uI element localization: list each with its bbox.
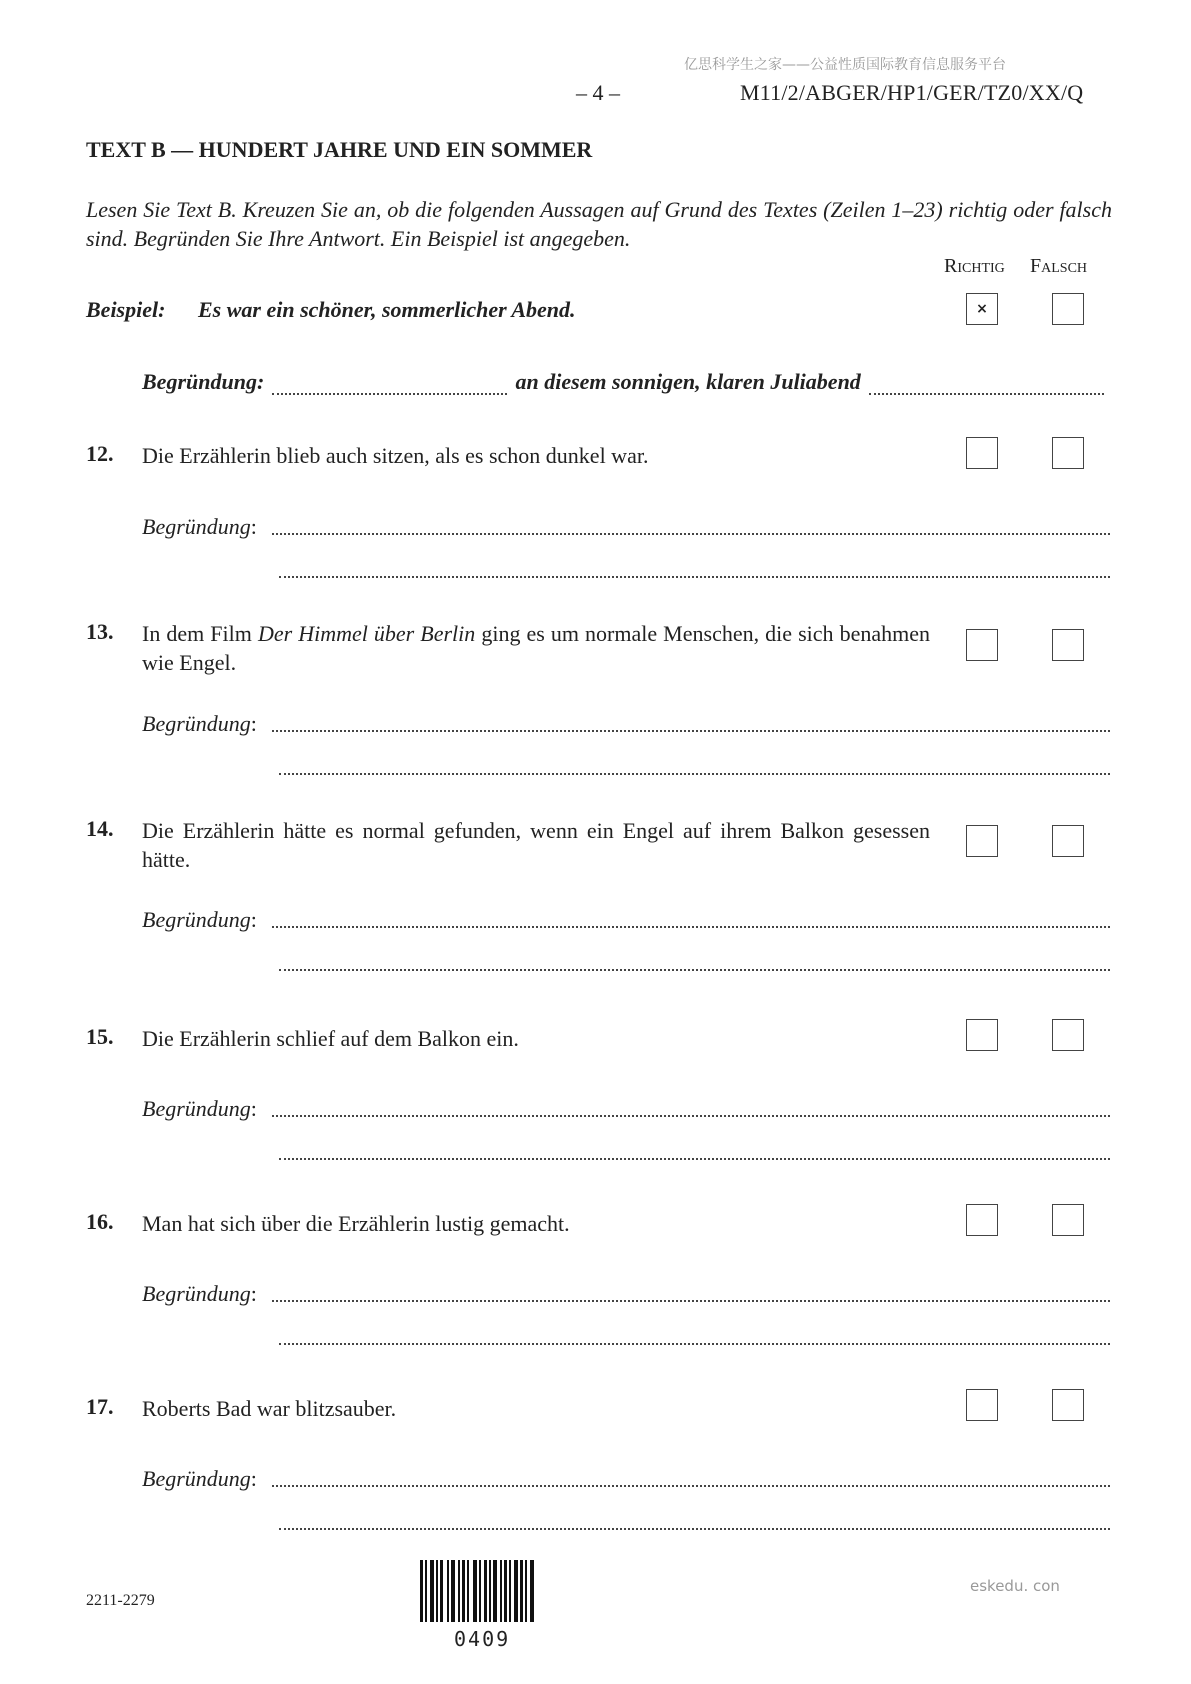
question-statement: Roberts Bad war blitzsauber. xyxy=(142,1396,397,1421)
question-statement: In dem Film Der Himmel über Berlin ging es um normale Menschen, die sich benahmen wie Engel. xyxy=(142,621,930,675)
answer-line[interactable] xyxy=(279,945,1110,971)
answer-line[interactable] xyxy=(272,706,1110,732)
begruendung-label: Begründung: xyxy=(142,1096,257,1121)
page-number: – 4 – xyxy=(576,80,620,105)
question-statement: Die Erzählerin hätte es normal gefunden, wenn ein Engel auf ihrem Balkon gesessen hätte. xyxy=(142,818,930,872)
example-richtig-checkbox[interactable] xyxy=(966,293,998,325)
question-number: 17. xyxy=(86,1394,114,1419)
answer-line[interactable] xyxy=(279,1504,1110,1530)
q14-falsch-checkbox[interactable] xyxy=(1052,825,1084,857)
q17-richtig-checkbox[interactable] xyxy=(966,1389,998,1421)
begruendung-label: Begründung: xyxy=(142,1466,257,1491)
answer-line[interactable] xyxy=(279,1134,1110,1160)
answer-line[interactable] xyxy=(272,902,1110,928)
paper-code: M11/2/ABGER/HP1/GER/TZ0/XX/Q xyxy=(740,80,1084,105)
example-label: Beispiel: xyxy=(86,297,166,322)
question-number: 13. xyxy=(86,619,114,644)
q16-richtig-checkbox[interactable] xyxy=(966,1204,998,1236)
barcode-icon xyxy=(420,1560,550,1622)
q15-falsch-checkbox[interactable] xyxy=(1052,1019,1084,1051)
begruendung-label: Begründung: xyxy=(142,711,257,736)
q12-falsch-checkbox[interactable] xyxy=(1052,437,1084,469)
q13-falsch-checkbox[interactable] xyxy=(1052,629,1084,661)
section-title: TEXT B — HUNDERT JAHRE UND EIN SOMMER xyxy=(86,137,593,162)
dotted-line xyxy=(272,375,507,395)
example-falsch-checkbox[interactable] xyxy=(1052,293,1084,325)
q15-richtig-checkbox[interactable] xyxy=(966,1019,998,1051)
q16-falsch-checkbox[interactable] xyxy=(1052,1204,1084,1236)
answer-line[interactable] xyxy=(279,1319,1110,1345)
barcode-number: 0409 xyxy=(454,1627,511,1651)
question-statement: Die Erzählerin blieb auch sitzen, als es schon dunkel war. xyxy=(142,443,649,468)
q14-richtig-checkbox[interactable] xyxy=(966,825,998,857)
instructions: Lesen Sie Text B. Kreuzen Sie an, ob die folgenden Aussagen auf Grund des Textes (Zeilen 1–23) richtig oder falsch sind. Begründen Sie Ihre Antwort. Ein Beispiel ist angegeben. xyxy=(86,197,1112,251)
answer-line[interactable] xyxy=(272,509,1110,535)
begruendung-label: Begründung: xyxy=(142,907,257,932)
example-begruendung-answer: an diesem sonnigen, klaren Juliabend xyxy=(515,369,861,394)
cross-mark-icon: × xyxy=(976,301,988,317)
q13-richtig-checkbox[interactable] xyxy=(966,629,998,661)
watermark-text: eskedu. con xyxy=(970,1577,1060,1595)
question-statement: Die Erzählerin schlief auf dem Balkon ein. xyxy=(142,1026,519,1051)
question-number: 16. xyxy=(86,1209,114,1234)
answer-line[interactable] xyxy=(272,1276,1110,1302)
answer-line[interactable] xyxy=(279,749,1110,775)
question-number: 15. xyxy=(86,1024,114,1049)
example-statement: Es war ein schöner, sommerlicher Abend. xyxy=(198,297,576,322)
question-statement: Man hat sich über die Erzählerin lustig gemacht. xyxy=(142,1211,570,1236)
answer-line[interactable] xyxy=(272,1091,1110,1117)
column-header-richtig: Richtig xyxy=(944,255,1005,277)
column-header-falsch: Falsch xyxy=(1030,255,1088,277)
question-number: 14. xyxy=(86,816,114,841)
q17-falsch-checkbox[interactable] xyxy=(1052,1389,1084,1421)
document-id: 2211-2279 xyxy=(86,1592,155,1609)
example-begruendung xyxy=(142,369,1112,395)
begruendung-label: Begründung: xyxy=(142,514,257,539)
watermark-text: 亿思科学生之家——公益性质国际教育信息服务平台 xyxy=(684,57,1006,73)
dotted-line xyxy=(869,375,1104,395)
question-number: 12. xyxy=(86,441,114,466)
answer-line[interactable] xyxy=(272,1461,1110,1487)
example-begruendung-label: Begründung: xyxy=(142,369,265,394)
q12-richtig-checkbox[interactable] xyxy=(966,437,998,469)
answer-line[interactable] xyxy=(279,552,1110,578)
begruendung-label: Begründung: xyxy=(142,1281,257,1306)
